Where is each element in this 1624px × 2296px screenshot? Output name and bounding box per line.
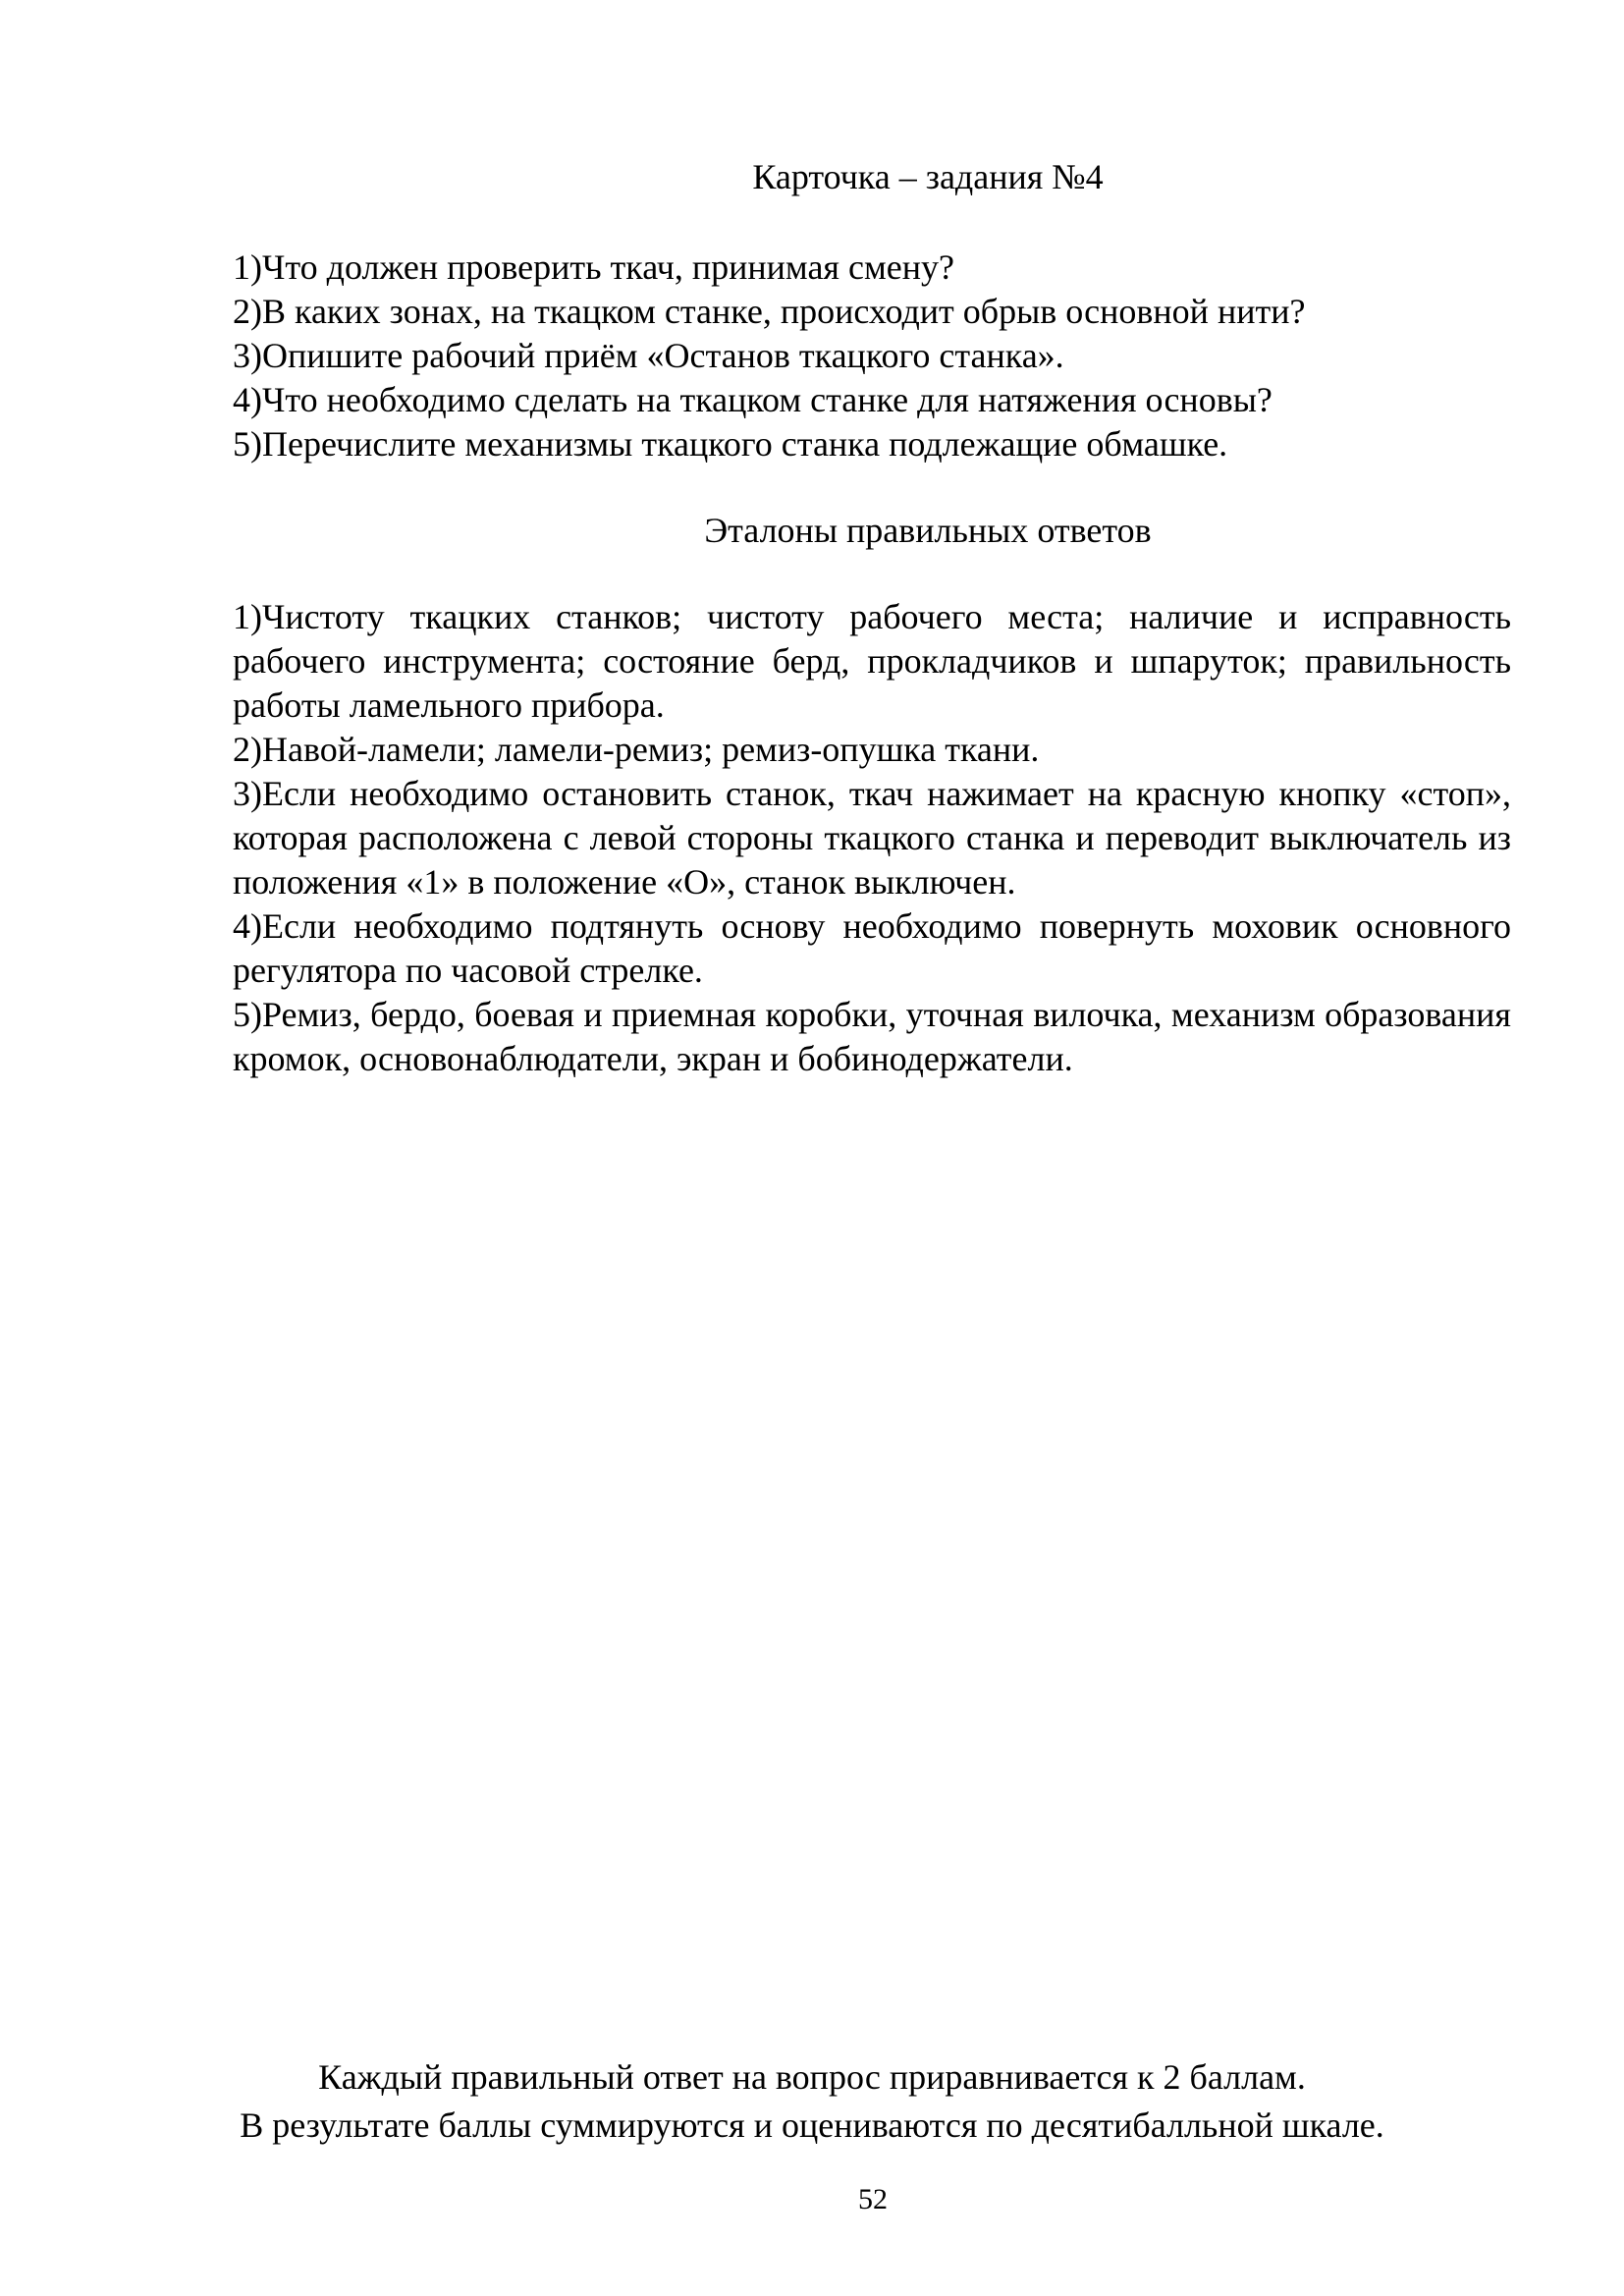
answer-item: 1)Чистоту ткацких станков; чистоту рабочего места; наличие и исправность рабочего инструмента; состояние берд, прокладчиков и шпаруток; правильность работы ламельного прибора. [233,597,1511,725]
question-item: 4)Что необходимо сделать на ткацком станке для натяжения основы? [233,380,1272,419]
answers-list [233,595,1511,1081]
card-title: Карточка – задания №4 [752,157,1104,196]
scoring-note-scale: В результате баллы суммируются и оцениваются по десятибалльной шкале. [240,2105,1384,2145]
answers-title: Эталоны правильных ответов [704,511,1152,550]
question-item: 1)Что должен проверить ткач, принимая смену? [233,247,954,287]
question-item: 3)Опишите рабочий приём «Останов ткацкого станка». [233,336,1064,375]
question-item: 2)В каких зонах, на ткацком станке, происходит обрыв основной нити? [233,292,1306,331]
scoring-note: Каждый правильный ответ на вопрос приравнивается к 2 баллам. [318,2057,1306,2097]
question-item: 5)Перечислите механизмы ткацкого станка подлежащие обмашке. [233,424,1228,464]
answer-item: 3)Если необходимо остановить станок, ткач нажимает на красную кнопку «стоп», которая расположена с левой стороны ткацкого станка и переводит выключатель из положения «1» в положение «О», станок выключен. [233,774,1511,902]
page-number: 52 [858,2183,888,2215]
questions-list [233,246,1511,466]
answer-item: 4)Если необходимо подтянуть основу необходимо повернуть моховик основного регулятора по часовой стрелке. [233,906,1511,990]
answer-item: 2)Навой-ламели; ламели-ремиз; ремиз-опушка ткани. [233,730,1040,769]
answer-item: 5)Ремиз, бердо, боевая и приемная коробки, уточная вилочка, механизм образования кромок, основонаблюдатели, экран и бобинодержатели. [233,995,1511,1078]
